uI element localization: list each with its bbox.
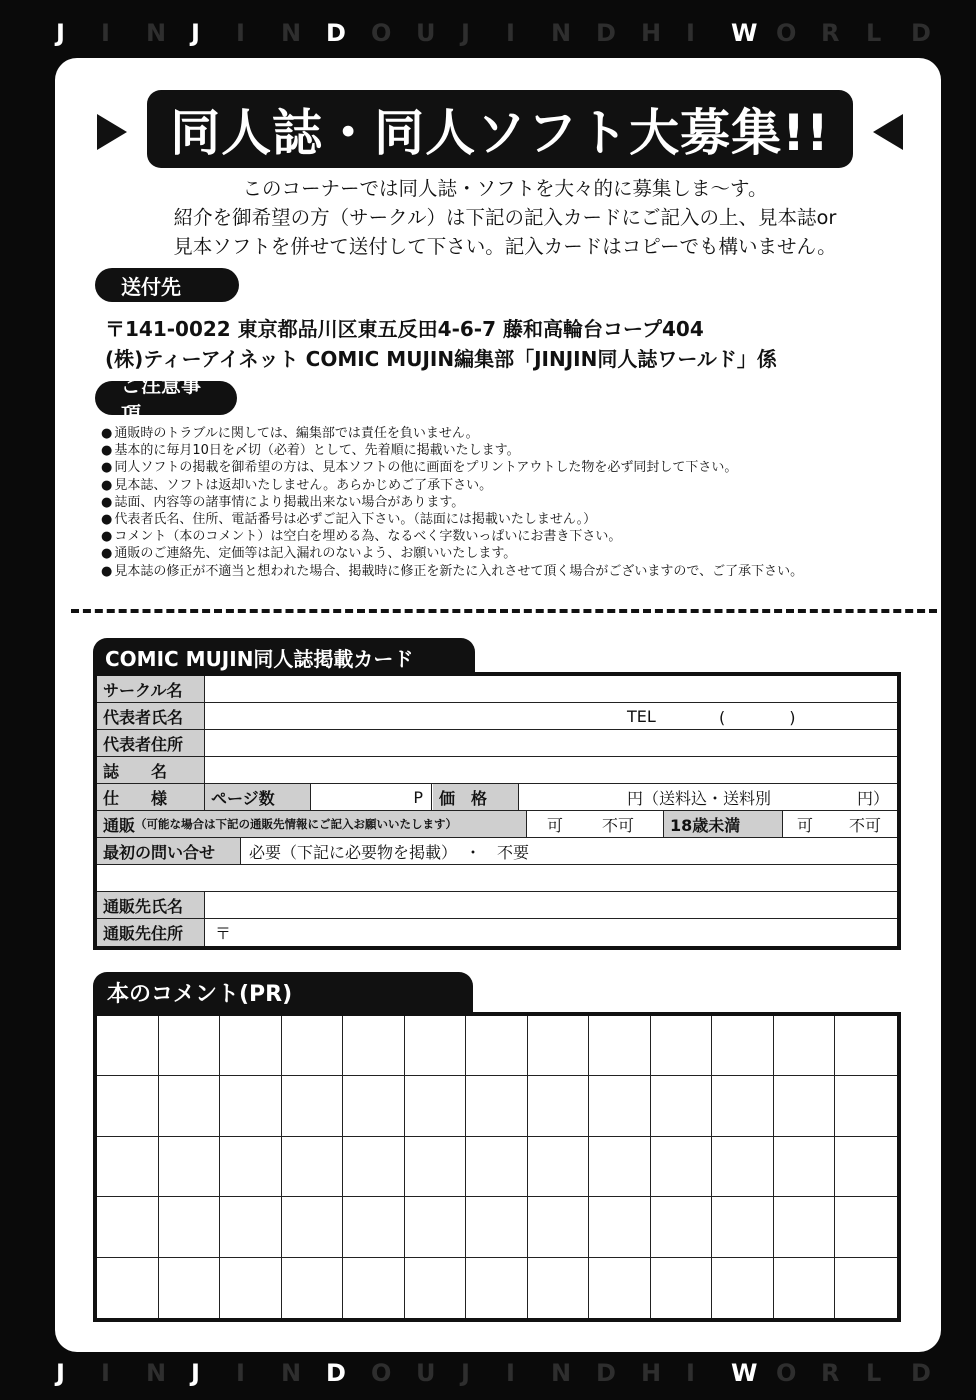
comment-cell[interactable] [97, 1258, 159, 1318]
comment-cell[interactable] [589, 1016, 651, 1076]
pages-label: ページ数 [205, 784, 311, 810]
list-item: ● 見本誌の修正が不適当と想われた場合、掲載時に修正を新たに入れさせて頂く場合がございますので、ご了承下さい。 [101, 563, 931, 580]
circle-name-field[interactable] [207, 676, 897, 702]
comment-cell[interactable] [97, 1076, 159, 1136]
comment-cell[interactable] [712, 1137, 774, 1197]
banner-letter: J [191, 1359, 200, 1387]
price-label: 価 格 [433, 784, 519, 810]
comment-cell[interactable] [159, 1258, 221, 1318]
divider [431, 784, 432, 810]
banner-letter: I [236, 19, 245, 47]
banner-letter: I [101, 19, 110, 47]
list-item: ● 通販のご連絡先、定価等は記入漏れのないよう、お願いいたします。 [101, 545, 931, 562]
banner-letter: J [191, 19, 200, 47]
banner-letter: H [641, 1359, 662, 1387]
first-inquiry-options[interactable]: 必要（下記に必要物を掲載） ・ 不要 [249, 842, 530, 862]
banner-letter: L [866, 1359, 882, 1387]
age18-ok[interactable]: 可 [797, 815, 814, 835]
comment-cell[interactable] [528, 1076, 590, 1136]
pr-comment-grid[interactable] [93, 1012, 901, 1322]
comment-cell[interactable] [343, 1258, 405, 1318]
banner-letter: D [326, 1359, 346, 1387]
form-panel [55, 58, 941, 1352]
comment-cell[interactable] [343, 1016, 405, 1076]
banner-letter: U [416, 1359, 436, 1387]
mail-order-ng[interactable]: 不可 [602, 815, 635, 835]
address-line-1: 〒141-0022 東京都品川区東五反田4-6-7 藤和高輪台コープ404 [105, 317, 704, 341]
banner-letter: I [686, 19, 695, 47]
comment-cell[interactable] [466, 1076, 528, 1136]
comment-cell[interactable] [282, 1258, 344, 1318]
arrow-right-icon [97, 114, 127, 150]
mail-address-field[interactable]: 〒 [215, 924, 232, 943]
title-box [147, 90, 853, 168]
intro-line: 紹介を御希望の方（サークル）は下記の記入カードにご記入の上、見本誌or [173, 206, 837, 229]
row-blank [97, 865, 897, 892]
first-inquiry-label: 最初の問い合せ [97, 838, 241, 864]
address-line-2: (株)ティーアイネット COMIC MUJIN編集部「JINJIN同人誌ワールド」係 [105, 347, 777, 371]
list-item: ● 見本誌、ソフトは返却いたしません。あらかじめご了承下さい。 [101, 477, 931, 494]
age18-label: 18歳未満 [663, 811, 783, 837]
comment-cell[interactable] [97, 1197, 159, 1257]
row-book-title [97, 757, 897, 784]
banner-letter: I [101, 1359, 110, 1387]
send-to-heading: 送付先 [95, 268, 239, 302]
comment-cell[interactable] [774, 1137, 836, 1197]
comment-cell[interactable] [651, 1016, 713, 1076]
notes-list [101, 425, 931, 580]
banner-letter: N [551, 1359, 572, 1387]
list-item: ● 代表者氏名、住所、電話番号は必ずご記入下さい。（誌面には掲載いたしません。） [101, 511, 931, 528]
mail-order-title: 通販 [103, 815, 136, 835]
pages-field[interactable]: P [413, 787, 423, 807]
banner-letter: D [596, 1359, 616, 1387]
comment-cell[interactable] [282, 1137, 344, 1197]
banner-letter: N [281, 1359, 302, 1387]
comment-cell[interactable] [774, 1258, 836, 1318]
comment-cell[interactable] [343, 1076, 405, 1136]
comment-cell[interactable] [651, 1076, 713, 1136]
banner-letter: O [371, 1359, 392, 1387]
comment-cell[interactable] [220, 1258, 282, 1318]
notes-heading: ご注意事項 [95, 381, 237, 415]
rep-address-label: 代表者住所 [97, 730, 205, 756]
banner-letter: H [641, 19, 662, 47]
price-end: 円） [857, 788, 890, 808]
banner-letter: N [281, 19, 302, 47]
banner-letter: D [911, 1359, 931, 1387]
spec-label: 仕 様 [97, 784, 205, 810]
banner-letter: N [551, 19, 572, 47]
comment-cell[interactable] [343, 1197, 405, 1257]
age18-ng[interactable]: 不可 [849, 815, 882, 835]
top-banner [0, 10, 976, 56]
comment-cell[interactable] [405, 1016, 467, 1076]
comment-cell[interactable] [405, 1258, 467, 1318]
row-rep-name [97, 703, 897, 730]
comment-cell[interactable] [835, 1137, 897, 1197]
rep-name-field[interactable] [207, 703, 617, 729]
comment-cell[interactable] [466, 1137, 528, 1197]
comment-cell[interactable] [774, 1016, 836, 1076]
comment-cell[interactable] [528, 1258, 590, 1318]
comment-cell[interactable] [589, 1137, 651, 1197]
row-rep-address [97, 730, 897, 757]
cut-line [71, 609, 937, 613]
comment-cell[interactable] [282, 1076, 344, 1136]
row-mail-address [97, 919, 897, 946]
comment-cell[interactable] [835, 1016, 897, 1076]
comment-cell[interactable] [835, 1258, 897, 1318]
row-circle-name [97, 676, 897, 703]
comment-cell[interactable] [220, 1016, 282, 1076]
comment-cell[interactable] [220, 1137, 282, 1197]
list-item: ● コメント（本のコメント）は空白を埋める為、なるべく字数いっぱいにお書き下さい。 [101, 528, 931, 545]
mail-order-label [97, 811, 527, 837]
list-item: ● 誌面、内容等の諸事情により掲載出来ない場合があります。 [101, 494, 931, 511]
banner-letter: R [821, 19, 840, 47]
comment-cell[interactable] [774, 1076, 836, 1136]
comment-cell[interactable] [405, 1137, 467, 1197]
comment-cell[interactable] [282, 1016, 344, 1076]
comment-cell[interactable] [466, 1197, 528, 1257]
comment-cell[interactable] [712, 1197, 774, 1257]
comment-cell[interactable] [651, 1258, 713, 1318]
banner-letter: D [326, 19, 346, 47]
banner-letter: I [506, 19, 515, 47]
comment-cell[interactable] [282, 1197, 344, 1257]
intro-line: 見本ソフトを併せて送付して下さい。記入カードはコピーでも構いません。 [173, 235, 837, 258]
banner-letter: D [596, 19, 616, 47]
tel-label: TEL [627, 706, 656, 726]
banner-letter: O [371, 19, 392, 47]
book-title-field[interactable] [207, 757, 897, 783]
price-field[interactable]: 円（送料込・送料別 [627, 788, 772, 808]
comment-cell[interactable] [220, 1197, 282, 1257]
comment-cell[interactable] [159, 1197, 221, 1257]
title-area [97, 84, 903, 170]
banner-letter: I [686, 1359, 695, 1387]
rep-address-field[interactable] [207, 730, 897, 756]
comment-cell[interactable] [774, 1197, 836, 1257]
banner-letter: O [776, 1359, 797, 1387]
tel-field[interactable]: ( ) [719, 707, 796, 727]
comment-cell[interactable] [405, 1197, 467, 1257]
banner-letter: J [56, 1359, 65, 1387]
comment-cell[interactable] [589, 1258, 651, 1318]
mail-name-label: 通販先氏名 [97, 892, 205, 918]
pr-title: 本のコメント(PR) [93, 972, 473, 1012]
mail-name-field[interactable] [207, 892, 897, 918]
banner-letter: W [731, 1359, 758, 1387]
banner-letter: I [236, 1359, 245, 1387]
banner-letter: W [731, 19, 758, 47]
comment-cell[interactable] [159, 1076, 221, 1136]
mail-order-note: （可能な場合は下記の通販先情報にご記入お願いいたします） [135, 817, 458, 831]
comment-cell[interactable] [712, 1258, 774, 1318]
comment-cell[interactable] [466, 1016, 528, 1076]
comment-cell[interactable] [528, 1016, 590, 1076]
row-mail-name [97, 892, 897, 919]
arrow-left-icon [873, 114, 903, 150]
book-title-label: 誌 名 [97, 757, 205, 783]
list-item: ● 通販時のトラブルに関しては、編集部では責任を負いません。 [101, 425, 931, 442]
rep-name-label: 代表者氏名 [97, 703, 205, 729]
comment-cell[interactable] [159, 1137, 221, 1197]
intro-text [95, 174, 915, 261]
intro-line: このコーナーでは同人誌・ソフトを大々的に募集しま～す。 [242, 177, 768, 200]
comment-cell[interactable] [651, 1137, 713, 1197]
list-item: ● 基本的に毎月10日を〆切（必着）として、先着順に掲載いたします。 [101, 442, 931, 459]
comment-cell[interactable] [835, 1197, 897, 1257]
banner-letter: D [911, 19, 931, 47]
bottom-banner [0, 1350, 976, 1396]
comment-cell[interactable] [528, 1197, 590, 1257]
comment-cell[interactable] [651, 1197, 713, 1257]
circle-name-label: サークル名 [97, 676, 205, 702]
comment-cell[interactable] [712, 1016, 774, 1076]
banner-letter: J [56, 19, 65, 47]
row-spec [97, 784, 897, 811]
entry-card [93, 672, 901, 950]
comment-cell[interactable] [97, 1137, 159, 1197]
banner-letter: L [866, 19, 882, 47]
comment-cell[interactable] [589, 1197, 651, 1257]
comment-cell[interactable] [589, 1076, 651, 1136]
comment-cell[interactable] [528, 1137, 590, 1197]
comment-cell[interactable] [220, 1076, 282, 1136]
comment-cell[interactable] [405, 1076, 467, 1136]
list-item: ● 同人ソフトの掲載を御希望の方は、見本ソフトの他に画面をプリントアウトした物を必ず同封して下さい。 [101, 459, 931, 476]
banner-letter: J [461, 19, 470, 47]
banner-letter: J [461, 1359, 470, 1387]
mail-order-ok[interactable]: 可 [547, 815, 564, 835]
mailing-address [105, 314, 777, 374]
notes-field[interactable] [97, 865, 897, 891]
comment-cell[interactable] [466, 1258, 528, 1318]
comment-cell[interactable] [343, 1137, 405, 1197]
row-mail-order [97, 811, 897, 838]
card-title: COMIC MUJIN同人誌掲載カード [93, 638, 475, 676]
banner-letter: O [776, 19, 797, 47]
comment-cell[interactable] [97, 1016, 159, 1076]
banner-letter: N [146, 1359, 167, 1387]
banner-letter: U [416, 19, 436, 47]
banner-letter: N [146, 19, 167, 47]
row-first-inquiry [97, 838, 897, 865]
comment-cell[interactable] [712, 1076, 774, 1136]
comment-cell[interactable] [835, 1076, 897, 1136]
page-title: 同人誌・同人ソフト大募集!! [170, 104, 830, 162]
comment-cell[interactable] [159, 1016, 221, 1076]
mail-address-label: 通販先住所 [97, 919, 205, 946]
banner-letter: R [821, 1359, 840, 1387]
banner-letter: I [506, 1359, 515, 1387]
